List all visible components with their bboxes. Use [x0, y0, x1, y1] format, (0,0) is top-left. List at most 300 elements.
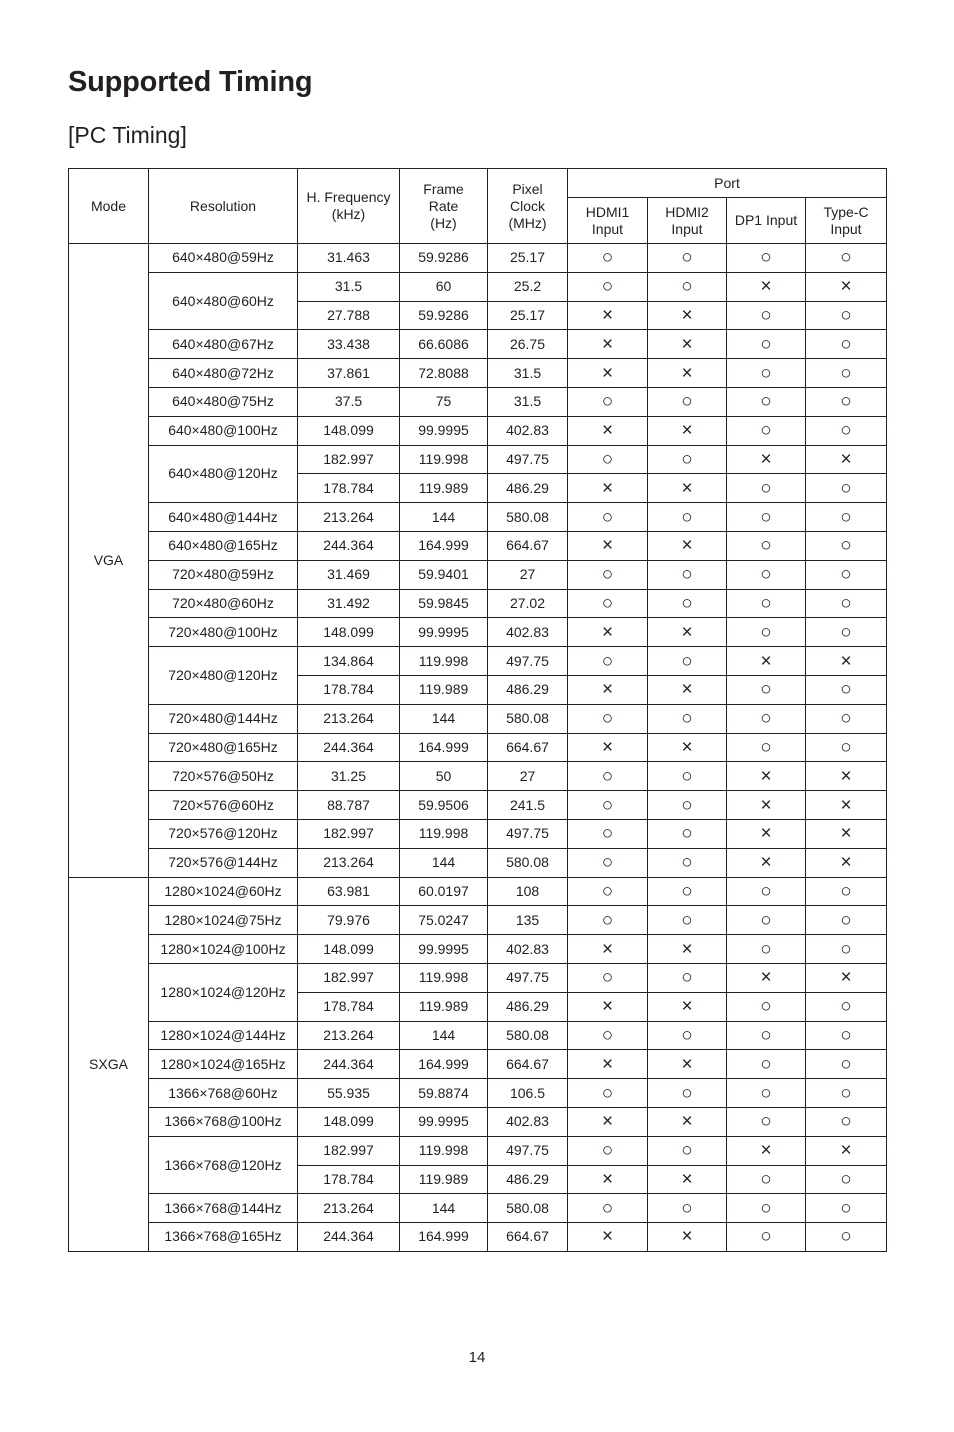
- frame-rate-cell: 119.989: [400, 1165, 488, 1194]
- resolution-cell: 640×480@75Hz: [149, 387, 298, 416]
- h-frequency-cell: 79.976: [298, 906, 400, 935]
- dp1-support-mark: ○: [727, 1194, 806, 1223]
- resolution-cell: 720×480@59Hz: [149, 560, 298, 589]
- section-subtitle: [PC Timing]: [68, 122, 187, 148]
- frame-rate-cell: 99.9995: [400, 935, 488, 964]
- frame-rate-cell: 119.989: [400, 992, 488, 1021]
- dp1-support-mark: ○: [727, 531, 806, 560]
- pixel-clock-cell: 486.29: [488, 992, 568, 1021]
- frame-rate-cell: 144: [400, 704, 488, 733]
- hdmi2-support-mark: ○: [648, 1021, 727, 1050]
- h-frequency-cell: 244.364: [298, 1050, 400, 1079]
- type-c-support-mark: ×: [806, 963, 887, 992]
- table-row: [69, 791, 887, 820]
- table-row: [69, 1136, 887, 1165]
- hdmi1-support-mark: ○: [568, 272, 648, 301]
- dp1-support-mark: ○: [727, 1050, 806, 1079]
- frame-rate-cell: 119.998: [400, 445, 488, 474]
- type-c-support-mark: ○: [806, 1223, 887, 1252]
- hdmi2-support-mark: ×: [648, 531, 727, 560]
- hdmi2-support-mark: ×: [648, 733, 727, 762]
- hdmi1-support-mark: ○: [568, 589, 648, 618]
- frame-rate-cell: 144: [400, 1194, 488, 1223]
- frame-rate-cell: 164.999: [400, 733, 488, 762]
- hdmi1-support-mark: ○: [568, 1136, 648, 1165]
- pixel-clock-cell: 25.17: [488, 301, 568, 330]
- hdmi1-support-mark: ×: [568, 618, 648, 647]
- dp1-support-mark: ○: [727, 992, 806, 1021]
- h-frequency-cell: 31.5: [298, 272, 400, 301]
- hdmi1-support-mark: ○: [568, 647, 648, 676]
- header-hdmi2-input: HDMI2 Input: [648, 198, 727, 244]
- resolution-cell: 720×480@100Hz: [149, 618, 298, 647]
- type-c-support-mark: ○: [806, 733, 887, 762]
- frame-rate-cell: 66.6086: [400, 330, 488, 359]
- hdmi1-support-mark: ○: [568, 819, 648, 848]
- hdmi2-support-mark: ○: [648, 560, 727, 589]
- type-c-support-mark: ○: [806, 1021, 887, 1050]
- resolution-cell: 1366×768@144Hz: [149, 1194, 298, 1223]
- hdmi1-support-mark: ×: [568, 733, 648, 762]
- pixel-clock-cell: 31.5: [488, 387, 568, 416]
- pixel-clock-cell: 402.83: [488, 1107, 568, 1136]
- hdmi2-support-mark: ○: [648, 1079, 727, 1108]
- type-c-support-mark: ○: [806, 416, 887, 445]
- h-frequency-cell: 31.463: [298, 244, 400, 273]
- dp1-support-mark: ○: [727, 1021, 806, 1050]
- hdmi2-support-mark: ○: [648, 647, 727, 676]
- h-frequency-cell: 88.787: [298, 791, 400, 820]
- type-c-support-mark: ○: [806, 935, 887, 964]
- dp1-support-mark: ○: [727, 733, 806, 762]
- resolution-cell: 1280×1024@60Hz: [149, 877, 298, 906]
- page-number: 14: [468, 1349, 486, 1366]
- dp1-support-mark: ○: [727, 387, 806, 416]
- pixel-clock-cell: 486.29: [488, 1165, 568, 1194]
- pixel-clock-cell: 241.5: [488, 791, 568, 820]
- dp1-support-mark: ○: [727, 618, 806, 647]
- table-row: [69, 1223, 887, 1252]
- header-pixel-clock: Pixel Clock (MHz): [488, 169, 568, 244]
- hdmi1-support-mark: ○: [568, 387, 648, 416]
- type-c-support-mark: ○: [806, 1050, 887, 1079]
- hdmi2-support-mark: ×: [648, 935, 727, 964]
- hdmi1-support-mark: ×: [568, 359, 648, 388]
- hdmi2-support-mark: ○: [648, 272, 727, 301]
- header-resolution: Resolution: [149, 169, 298, 244]
- frame-rate-cell: 119.989: [400, 675, 488, 704]
- hdmi2-support-mark: ○: [648, 244, 727, 273]
- table-row: [69, 762, 887, 791]
- pixel-clock-cell: 27: [488, 762, 568, 791]
- pixel-clock-cell: 497.75: [488, 1136, 568, 1165]
- hdmi1-support-mark: ×: [568, 1050, 648, 1079]
- hdmi1-support-mark: ×: [568, 531, 648, 560]
- h-frequency-cell: 33.438: [298, 330, 400, 359]
- frame-rate-cell: 59.9401: [400, 560, 488, 589]
- dp1-support-mark: ×: [727, 445, 806, 474]
- resolution-cell: 1280×1024@120Hz: [149, 963, 298, 1021]
- pixel-clock-cell: 25.17: [488, 244, 568, 273]
- hdmi1-support-mark: ×: [568, 330, 648, 359]
- type-c-support-mark: ○: [806, 704, 887, 733]
- hdmi2-support-mark: ×: [648, 359, 727, 388]
- table-row: [69, 531, 887, 560]
- resolution-cell: 1280×1024@75Hz: [149, 906, 298, 935]
- table-row: [69, 647, 887, 676]
- table-row: [69, 733, 887, 762]
- frame-rate-cell: 59.9506: [400, 791, 488, 820]
- hdmi2-support-mark: ○: [648, 503, 727, 532]
- type-c-support-mark: ○: [806, 1194, 887, 1223]
- table-row: [69, 387, 887, 416]
- frame-rate-cell: 59.9286: [400, 244, 488, 273]
- hdmi1-support-mark: ×: [568, 416, 648, 445]
- table-body: [69, 244, 887, 1252]
- table-row: [69, 1107, 887, 1136]
- type-c-support-mark: ○: [806, 474, 887, 503]
- table-row: [69, 1021, 887, 1050]
- pixel-clock-cell: 580.08: [488, 1021, 568, 1050]
- type-c-support-mark: ○: [806, 675, 887, 704]
- resolution-cell: 640×480@100Hz: [149, 416, 298, 445]
- hdmi2-support-mark: ×: [648, 301, 727, 330]
- frame-rate-cell: 75: [400, 387, 488, 416]
- resolution-cell: 640×480@72Hz: [149, 359, 298, 388]
- h-frequency-cell: 27.788: [298, 301, 400, 330]
- resolution-cell: 720×480@120Hz: [149, 647, 298, 705]
- dp1-support-mark: ×: [727, 848, 806, 877]
- header-h-frequency: H. Frequency (kHz): [298, 169, 400, 244]
- pixel-clock-cell: 402.83: [488, 416, 568, 445]
- hdmi1-support-mark: ×: [568, 992, 648, 1021]
- h-frequency-cell: 148.099: [298, 1107, 400, 1136]
- resolution-cell: 640×480@165Hz: [149, 531, 298, 560]
- table-row: [69, 848, 887, 877]
- h-frequency-cell: 37.861: [298, 359, 400, 388]
- hdmi2-support-mark: ×: [648, 675, 727, 704]
- mode-cell: VGA: [69, 244, 149, 878]
- hdmi2-support-mark: ○: [648, 848, 727, 877]
- dp1-support-mark: ×: [727, 791, 806, 820]
- table-row: [69, 704, 887, 733]
- hdmi1-support-mark: ○: [568, 877, 648, 906]
- frame-rate-cell: 119.998: [400, 963, 488, 992]
- dp1-support-mark: ○: [727, 675, 806, 704]
- resolution-cell: 1366×768@165Hz: [149, 1223, 298, 1252]
- type-c-support-mark: ○: [806, 1107, 887, 1136]
- table-row: [69, 819, 887, 848]
- h-frequency-cell: 63.981: [298, 877, 400, 906]
- h-frequency-cell: 31.25: [298, 762, 400, 791]
- hdmi2-support-mark: ○: [648, 1194, 727, 1223]
- dp1-support-mark: ○: [727, 560, 806, 589]
- h-frequency-cell: 55.935: [298, 1079, 400, 1108]
- dp1-support-mark: ○: [727, 503, 806, 532]
- dp1-support-mark: ×: [727, 819, 806, 848]
- hdmi1-support-mark: ○: [568, 1079, 648, 1108]
- h-frequency-cell: 178.784: [298, 675, 400, 704]
- frame-rate-cell: 119.998: [400, 647, 488, 676]
- resolution-cell: 1280×1024@100Hz: [149, 935, 298, 964]
- pixel-clock-cell: 135: [488, 906, 568, 935]
- pixel-clock-cell: 580.08: [488, 848, 568, 877]
- dp1-support-mark: ○: [727, 330, 806, 359]
- frame-rate-cell: 75.0247: [400, 906, 488, 935]
- h-frequency-cell: 134.864: [298, 647, 400, 676]
- h-frequency-cell: 148.099: [298, 416, 400, 445]
- hdmi1-support-mark: ○: [568, 244, 648, 273]
- resolution-cell: 640×480@120Hz: [149, 445, 298, 503]
- h-frequency-cell: 213.264: [298, 503, 400, 532]
- type-c-support-mark: ×: [806, 848, 887, 877]
- dp1-support-mark: ×: [727, 647, 806, 676]
- resolution-cell: 720×576@144Hz: [149, 848, 298, 877]
- type-c-support-mark: ×: [806, 762, 887, 791]
- pixel-clock-cell: 26.75: [488, 330, 568, 359]
- hdmi2-support-mark: ×: [648, 1107, 727, 1136]
- type-c-support-mark: ×: [806, 819, 887, 848]
- h-frequency-cell: 213.264: [298, 704, 400, 733]
- hdmi1-support-mark: ○: [568, 848, 648, 877]
- frame-rate-cell: 60.0197: [400, 877, 488, 906]
- type-c-support-mark: ○: [806, 330, 887, 359]
- type-c-support-mark: ×: [806, 272, 887, 301]
- h-frequency-cell: 182.997: [298, 819, 400, 848]
- pixel-clock-cell: 664.67: [488, 733, 568, 762]
- pixel-clock-cell: 402.83: [488, 618, 568, 647]
- pixel-clock-cell: 664.67: [488, 1223, 568, 1252]
- type-c-support-mark: ×: [806, 445, 887, 474]
- pixel-clock-cell: 402.83: [488, 935, 568, 964]
- hdmi2-support-mark: ×: [648, 474, 727, 503]
- hdmi1-support-mark: ○: [568, 1021, 648, 1050]
- h-frequency-cell: 244.364: [298, 531, 400, 560]
- dp1-support-mark: ○: [727, 301, 806, 330]
- dp1-support-mark: ×: [727, 272, 806, 301]
- hdmi1-support-mark: ×: [568, 1107, 648, 1136]
- resolution-cell: 640×480@59Hz: [149, 244, 298, 273]
- resolution-cell: 1366×768@100Hz: [149, 1107, 298, 1136]
- h-frequency-cell: 213.264: [298, 1021, 400, 1050]
- hdmi2-support-mark: ×: [648, 992, 727, 1021]
- table-row: [69, 359, 887, 388]
- frame-rate-cell: 164.999: [400, 1050, 488, 1079]
- table-row: [69, 244, 887, 273]
- h-frequency-cell: 244.364: [298, 733, 400, 762]
- resolution-cell: 1366×768@120Hz: [149, 1136, 298, 1194]
- frame-rate-cell: 144: [400, 1021, 488, 1050]
- header-hdmi1-input: HDMI1 Input: [568, 198, 648, 244]
- frame-rate-cell: 119.998: [400, 819, 488, 848]
- dp1-support-mark: ×: [727, 1136, 806, 1165]
- h-frequency-cell: 37.5: [298, 387, 400, 416]
- hdmi2-support-mark: ○: [648, 1136, 727, 1165]
- type-c-support-mark: ○: [806, 531, 887, 560]
- hdmi1-support-mark: ×: [568, 935, 648, 964]
- dp1-support-mark: ○: [727, 704, 806, 733]
- frame-rate-cell: 59.9286: [400, 301, 488, 330]
- hdmi2-support-mark: ×: [648, 1165, 727, 1194]
- resolution-cell: 640×480@144Hz: [149, 503, 298, 532]
- hdmi1-support-mark: ○: [568, 503, 648, 532]
- frame-rate-cell: 99.9995: [400, 1107, 488, 1136]
- mode-cell: SXGA: [69, 877, 149, 1251]
- type-c-support-mark: ○: [806, 992, 887, 1021]
- resolution-cell: 720×576@120Hz: [149, 819, 298, 848]
- type-c-support-mark: ○: [806, 244, 887, 273]
- table-row: [69, 445, 887, 474]
- hdmi1-support-mark: ○: [568, 906, 648, 935]
- table-row: [69, 1050, 887, 1079]
- resolution-cell: 1280×1024@144Hz: [149, 1021, 298, 1050]
- pixel-clock-cell: 497.75: [488, 647, 568, 676]
- type-c-support-mark: ○: [806, 1165, 887, 1194]
- hdmi1-support-mark: ×: [568, 675, 648, 704]
- frame-rate-cell: 164.999: [400, 531, 488, 560]
- timing-table: [68, 168, 887, 1252]
- type-c-support-mark: ○: [806, 906, 887, 935]
- hdmi1-support-mark: ○: [568, 791, 648, 820]
- dp1-support-mark: ○: [727, 244, 806, 273]
- hdmi2-support-mark: ×: [648, 618, 727, 647]
- h-frequency-cell: 213.264: [298, 1194, 400, 1223]
- pixel-clock-cell: 497.75: [488, 963, 568, 992]
- dp1-support-mark: ○: [727, 474, 806, 503]
- dp1-support-mark: ○: [727, 1165, 806, 1194]
- dp1-support-mark: ○: [727, 1107, 806, 1136]
- hdmi1-support-mark: ○: [568, 704, 648, 733]
- dp1-support-mark: ×: [727, 762, 806, 791]
- table-row: [69, 560, 887, 589]
- table-row: [69, 589, 887, 618]
- type-c-support-mark: ○: [806, 359, 887, 388]
- frame-rate-cell: 99.9995: [400, 416, 488, 445]
- hdmi2-support-mark: ○: [648, 906, 727, 935]
- table-row: [69, 272, 887, 301]
- h-frequency-cell: 148.099: [298, 618, 400, 647]
- dp1-support-mark: ○: [727, 1223, 806, 1252]
- resolution-cell: 640×480@60Hz: [149, 272, 298, 330]
- hdmi1-support-mark: ×: [568, 1223, 648, 1252]
- frame-rate-cell: 60: [400, 272, 488, 301]
- type-c-support-mark: ×: [806, 791, 887, 820]
- type-c-support-mark: ○: [806, 301, 887, 330]
- hdmi2-support-mark: ×: [648, 1050, 727, 1079]
- h-frequency-cell: 178.784: [298, 1165, 400, 1194]
- hdmi1-support-mark: ×: [568, 474, 648, 503]
- dp1-support-mark: ×: [727, 963, 806, 992]
- pixel-clock-cell: 108: [488, 877, 568, 906]
- hdmi2-support-mark: ○: [648, 445, 727, 474]
- hdmi2-support-mark: ○: [648, 704, 727, 733]
- table-row: [69, 618, 887, 647]
- h-frequency-cell: 31.492: [298, 589, 400, 618]
- frame-rate-cell: 59.9845: [400, 589, 488, 618]
- resolution-cell: 640×480@67Hz: [149, 330, 298, 359]
- header-dp1-input: DP1 Input: [727, 198, 806, 244]
- header-port: Port: [568, 169, 887, 198]
- hdmi2-support-mark: ○: [648, 877, 727, 906]
- h-frequency-cell: 182.997: [298, 1136, 400, 1165]
- dp1-support-mark: ○: [727, 589, 806, 618]
- hdmi1-support-mark: ○: [568, 445, 648, 474]
- resolution-cell: 720×480@165Hz: [149, 733, 298, 762]
- hdmi2-support-mark: ○: [648, 791, 727, 820]
- resolution-cell: 1280×1024@165Hz: [149, 1050, 298, 1079]
- pixel-clock-cell: 497.75: [488, 819, 568, 848]
- h-frequency-cell: 31.469: [298, 560, 400, 589]
- pixel-clock-cell: 664.67: [488, 531, 568, 560]
- pixel-clock-cell: 580.08: [488, 704, 568, 733]
- hdmi1-support-mark: ○: [568, 762, 648, 791]
- type-c-support-mark: ○: [806, 560, 887, 589]
- table-row: [69, 503, 887, 532]
- frame-rate-cell: 164.999: [400, 1223, 488, 1252]
- pixel-clock-cell: 497.75: [488, 445, 568, 474]
- pixel-clock-cell: 27.02: [488, 589, 568, 618]
- h-frequency-cell: 148.099: [298, 935, 400, 964]
- frame-rate-cell: 99.9995: [400, 618, 488, 647]
- table-row: [69, 877, 887, 906]
- pixel-clock-cell: 31.5: [488, 359, 568, 388]
- type-c-support-mark: ○: [806, 589, 887, 618]
- h-frequency-cell: 178.784: [298, 474, 400, 503]
- pixel-clock-cell: 580.08: [488, 1194, 568, 1223]
- type-c-support-mark: ×: [806, 1136, 887, 1165]
- pixel-clock-cell: 106.5: [488, 1079, 568, 1108]
- frame-rate-cell: 119.989: [400, 474, 488, 503]
- dp1-support-mark: ○: [727, 1079, 806, 1108]
- table-row: [69, 1079, 887, 1108]
- table-row: [69, 416, 887, 445]
- type-c-support-mark: ○: [806, 503, 887, 532]
- type-c-support-mark: ○: [806, 877, 887, 906]
- type-c-support-mark: ○: [806, 618, 887, 647]
- table-row: [69, 330, 887, 359]
- h-frequency-cell: 178.784: [298, 992, 400, 1021]
- pixel-clock-cell: 27: [488, 560, 568, 589]
- page-title: Supported Timing: [68, 66, 313, 98]
- pixel-clock-cell: 486.29: [488, 474, 568, 503]
- frame-rate-cell: 59.8874: [400, 1079, 488, 1108]
- h-frequency-cell: 244.364: [298, 1223, 400, 1252]
- h-frequency-cell: 182.997: [298, 963, 400, 992]
- hdmi2-support-mark: ×: [648, 330, 727, 359]
- dp1-support-mark: ○: [727, 359, 806, 388]
- frame-rate-cell: 144: [400, 848, 488, 877]
- header-type-c-input: Type-C Input: [806, 198, 887, 244]
- table-row: [69, 963, 887, 992]
- hdmi2-support-mark: ○: [648, 963, 727, 992]
- header-mode: Mode: [69, 169, 149, 244]
- table-header: [69, 169, 887, 244]
- frame-rate-cell: 144: [400, 503, 488, 532]
- resolution-cell: 720×576@60Hz: [149, 791, 298, 820]
- hdmi1-support-mark: ×: [568, 1165, 648, 1194]
- frame-rate-cell: 119.998: [400, 1136, 488, 1165]
- dp1-support-mark: ○: [727, 416, 806, 445]
- dp1-support-mark: ○: [727, 877, 806, 906]
- h-frequency-cell: 182.997: [298, 445, 400, 474]
- frame-rate-cell: 50: [400, 762, 488, 791]
- table-row: [69, 1194, 887, 1223]
- dp1-support-mark: ○: [727, 906, 806, 935]
- frame-rate-cell: 72.8088: [400, 359, 488, 388]
- table-row: [69, 935, 887, 964]
- hdmi2-support-mark: ○: [648, 589, 727, 618]
- dp1-support-mark: ○: [727, 935, 806, 964]
